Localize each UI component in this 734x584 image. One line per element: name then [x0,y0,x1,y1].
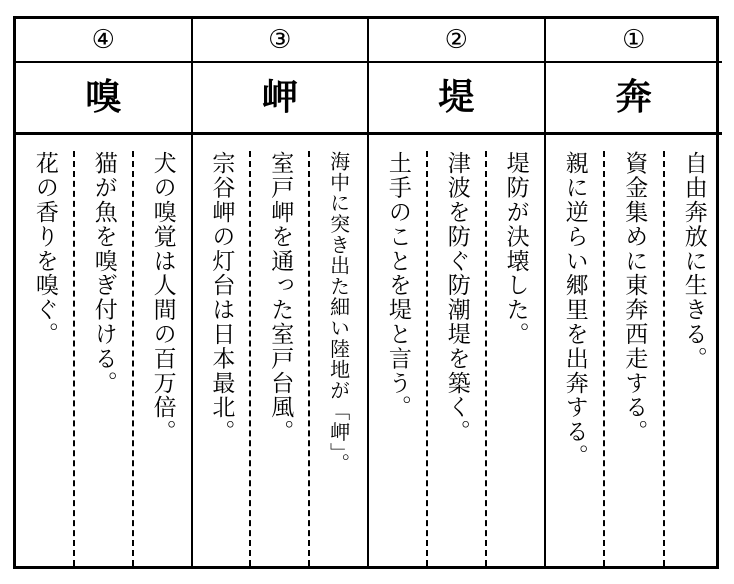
sentence-line [428,151,487,566]
example-sentence: 宗谷岬の灯台は日本最北。 [208,151,235,444]
example-sentences [546,135,723,566]
example-sentence: 花の香りを嗅ぐ。 [31,151,58,347]
example-sentence: 親に逆らい郷里を出奔する。 [561,151,588,469]
example-sentence: 猫が魚を嗅ぎ付ける。 [90,151,117,395]
example-sentence: 室戸岬を通った室戸台風。 [267,151,294,444]
example-sentence: 自由奔放に生きる。 [680,151,707,371]
column-number: ① [546,19,723,63]
sentence-line [251,151,310,566]
kanji-character: 堤 [369,63,544,135]
example-sentence: 津波を防ぐ防潮堤を築く。 [443,151,470,444]
example-sentence: 土手のことを堤と言う。 [384,151,411,420]
example-sentences [369,135,544,566]
example-sentences [16,135,191,566]
kanji-character: 岬 [193,63,368,135]
sentence-line [369,151,428,566]
column-number: ② [369,19,544,63]
column-number: ③ [193,19,368,63]
sentence-line [193,151,252,566]
column-number: ④ [16,19,191,63]
sentence-line [665,151,723,566]
example-sentence: 海中に突き出た細い陸地が「岬」。 [326,151,351,474]
kanji-character: 奔 [546,63,723,135]
kanji-column-4 [16,19,193,566]
kanji-column-2 [369,19,546,566]
kanji-column-3 [193,19,370,566]
example-sentences [193,135,368,566]
sentence-line [605,151,665,566]
sentence-line [546,151,606,566]
sentence-line [310,151,367,566]
example-sentence: 犬の嗅覚は人間の百万倍。 [149,151,176,444]
sentence-line [487,151,544,566]
sentence-line [75,151,134,566]
example-sentence: 資金集めに東奔西走する。 [621,151,648,444]
sentence-line [134,151,191,566]
sentence-line [16,151,75,566]
kanji-character: 嗅 [16,63,191,135]
example-sentence: 堤防が決壊した。 [502,151,529,347]
kanji-column-1 [546,19,723,566]
kanji-worksheet [13,16,719,569]
